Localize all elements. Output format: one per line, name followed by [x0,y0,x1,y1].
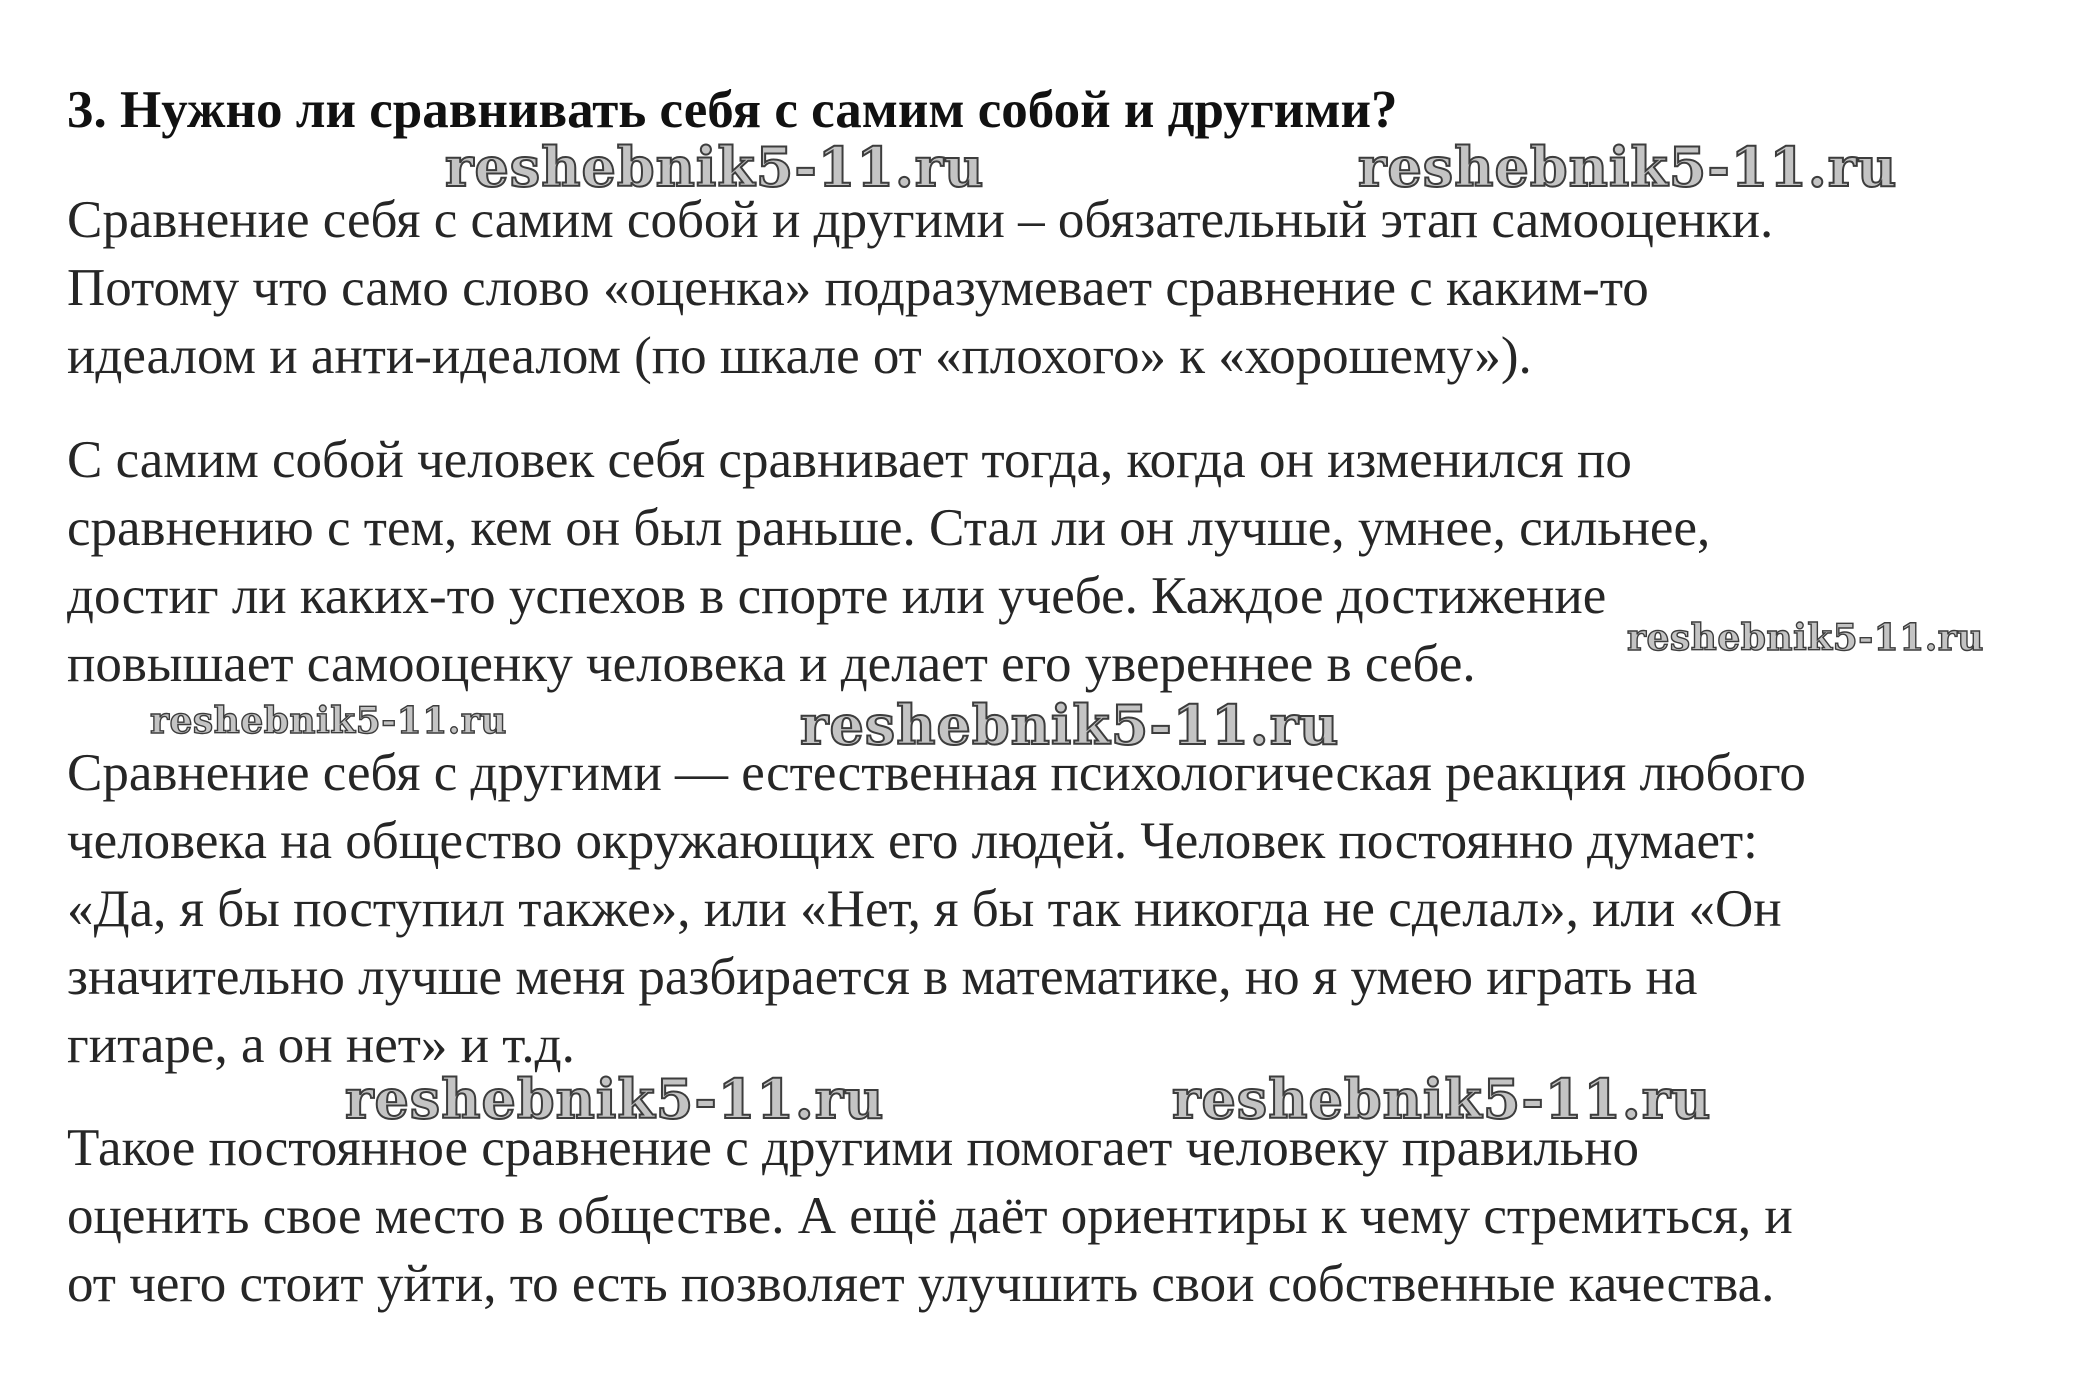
paragraph-line: человека на общество окружающих его людей. Человек постоянно думает: [67,812,1758,870]
paragraph-line: гитаре, а он нет» и т.д. [67,1016,575,1074]
paragraph-line: сравнению с тем, кем он был раньше. Стал ли он лучше, умнее, сильнее, [67,499,1711,557]
watermark-logo: reshebnik5-11.ru [445,135,985,199]
paragraph-line: Такое постоянное сравнение с другими помогает человеку правильно [67,1119,1639,1177]
watermark-logo: reshebnik5-11.ru [1358,135,1898,199]
watermark-logo: reshebnik5-11.ru [800,693,1340,757]
paragraph-2 [67,426,1710,698]
paragraph-line: «Да, я бы поступил также», или «Нет, я бы так никогда не сделал», или «Он [67,880,1782,938]
watermark-logo: reshebnik5-11.ru [1172,1067,1712,1131]
paragraph-line: значительно лучше меня разбирается в математике, но я умею играть на [67,948,1698,1006]
paragraph-1 [67,186,1773,390]
paragraph-3 [67,739,1806,1079]
watermark-logo: reshebnik5-11.ru [345,1067,885,1131]
watermark-logo: reshebnik5-11.ru [1627,617,1984,659]
paragraph-line: С самим собой человек себя сравнивает тогда, когда он изменился по [67,431,1632,489]
paragraph-line: повышает самооценку человека и делает его увереннее в себе. [67,635,1476,693]
paragraph-line: Сравнение себя с самим собой и другими – обязательный этап самооценки. [67,191,1774,249]
paragraph-line: от чего стоит уйти, то есть позволяет улучшить свои собственные качества. [67,1255,1775,1313]
question-title: 3. Нужно ли сравнивать себя с самим собой и другими? [67,81,1398,139]
paragraph-line: идеалом и анти-идеалом (по шкале от «плохого» к «хорошему»). [67,327,1532,385]
paragraph-line: оценить свое место в обществе. А ещё даёт ориентиры к чему стремиться, и [67,1187,1793,1245]
paragraph-line: достиг ли каких-то успехов в спорте или учебе. Каждое достижение [67,567,1607,625]
paragraph-4 [67,1114,1793,1318]
paragraph-line: Потому что само слово «оценка» подразумевает сравнение с каким-то [67,259,1649,317]
watermark-logo: reshebnik5-11.ru [150,700,507,742]
paragraph-line: Сравнение себя с другими — естественная психологическая реакция любого [67,744,1806,802]
